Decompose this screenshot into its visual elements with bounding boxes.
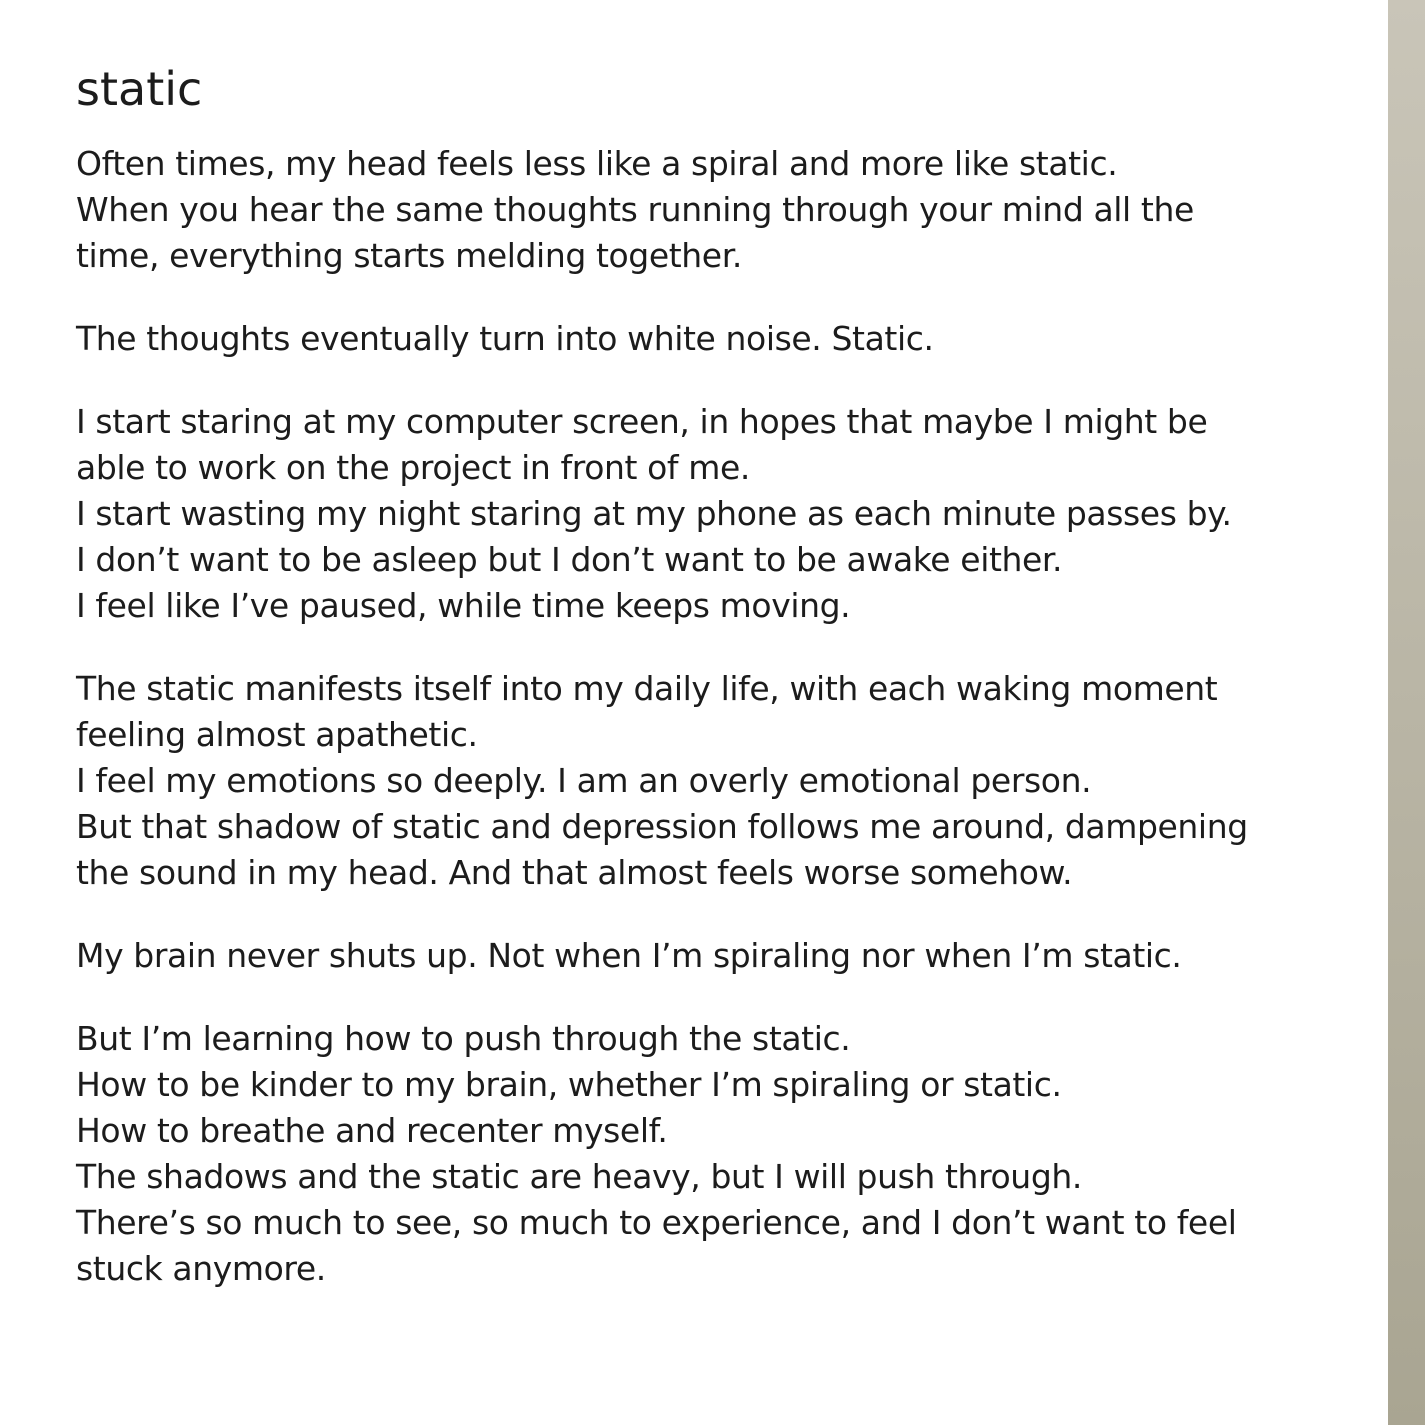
stanza: [76, 316, 1366, 362]
poem-line: The shadows and the static are heavy, but I will push through.: [76, 1157, 1082, 1196]
poem-line: I feel my emotions so deeply. I am an overly emotional person.: [76, 761, 1092, 800]
poem-line: I start staring at my computer screen, in hopes that maybe I might be: [76, 402, 1208, 441]
poem-line: the sound in my head. And that almost feels worse somehow.: [76, 853, 1073, 892]
stanza: [76, 666, 1366, 896]
poem-line: My brain never shuts up. Not when I’m spiraling nor when I’m static.: [76, 936, 1182, 975]
poem-line: able to work on the project in front of me.: [76, 448, 750, 487]
poem-line: How to be kinder to my brain, whether I’m spiraling or static.: [76, 1065, 1062, 1104]
stanza: [76, 141, 1366, 279]
poem-line: But I’m learning how to push through the static.: [76, 1019, 851, 1058]
poem-line: Often times, my head feels less like a spiral and more like static.: [76, 144, 1118, 183]
poem-line: When you hear the same thoughts running through your mind all the: [76, 190, 1194, 229]
page-title: static: [76, 62, 203, 116]
stanza: [76, 399, 1366, 629]
right-edge-strip: [1388, 0, 1425, 1425]
stanza: [76, 1016, 1366, 1292]
poem-line: There’s so much to see, so much to experience, and I don’t want to feel: [76, 1203, 1237, 1242]
poem-line: time, everything starts melding together.: [76, 236, 742, 275]
poem-line: But that shadow of static and depression follows me around, dampening: [76, 807, 1248, 846]
poem-line: I feel like I’ve paused, while time keeps moving.: [76, 586, 851, 625]
poem-line: stuck anymore.: [76, 1249, 326, 1288]
poem-body: [76, 141, 1366, 1329]
poem-line: I don’t want to be asleep but I don’t want to be awake either.: [76, 540, 1063, 579]
poem-line: The static manifests itself into my daily life, with each waking moment: [76, 669, 1218, 708]
poem-line: feeling almost apathetic.: [76, 715, 478, 754]
stanza: [76, 933, 1366, 979]
poem-line: The thoughts eventually turn into white noise. Static.: [76, 319, 934, 358]
poem-line: I start wasting my night staring at my phone as each minute passes by.: [76, 494, 1232, 533]
poem-line: How to breathe and recenter myself.: [76, 1111, 668, 1150]
